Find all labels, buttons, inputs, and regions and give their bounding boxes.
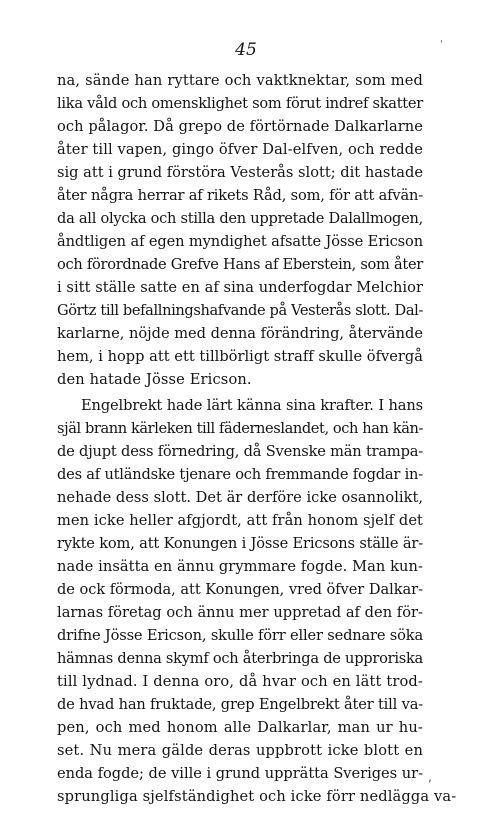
- text-line: drifne Jösse Ericson, skulle förr eller sednare söka: [57, 627, 423, 644]
- text-line: åter till vapen, gingo öfver Dal-elfven, och redde: [57, 141, 423, 158]
- text-line: åter några herrar af rikets Råd, som, för att afvän-: [57, 187, 423, 204]
- text-line: Görtz till befallningshafvande på Vesterås slott. Dal-: [57, 302, 423, 319]
- text-line: hämnas denna skymf och återbringa de upproriska: [57, 650, 423, 667]
- text-line: Engelbrekt hade lärt känna sina krafter. I hans: [81, 397, 423, 414]
- text-line: och pålagor. Då grepo de förtörnade Dalkarlarne: [57, 118, 423, 135]
- text-line: de ock förmoda, att Konungen, vred öfver Dalkar-: [57, 581, 423, 598]
- page-number: 45: [235, 40, 257, 60]
- paragraph: [57, 69, 423, 391]
- text-line: na, sände han ryttare och vaktknektar, som med: [57, 72, 423, 89]
- text-line: rykte kom, att Konungen i Jösse Ericsons ställe är-: [57, 535, 423, 552]
- print-speck: ': [440, 39, 443, 50]
- text-line: den hatade Jösse Ericson.: [57, 371, 252, 388]
- text-line: hem, i hopp att ett tillbörligt straff skulle öfvergå: [57, 348, 423, 365]
- text-line: larnas företag och ännu mer uppretad af den för-: [57, 604, 423, 621]
- text-line: lika våld och omensklighet som förut indref skatter: [57, 95, 423, 112]
- text-line: åndtligen af egen myndighet afsatte Jösse Ericson: [57, 233, 423, 250]
- text-line: sig att i grund förstöra Vesterås slott; dit hastade: [57, 164, 423, 181]
- text-line: i sitt ställe satte en af sina underfogdar Melchior: [57, 279, 423, 296]
- text-line: enda fogde; de ville i grund upprätta Sveriges ur-: [57, 765, 423, 782]
- text-line: nehade dess slott. Det är derföre icke osannolikt,: [57, 489, 423, 506]
- text-line: pen, och med honom alle Dalkarlar, man ur hu-: [57, 719, 423, 736]
- text-line: de djupt dess förnedring, då Svenske män trampa-: [57, 443, 423, 460]
- text-line: till lydnad. I denna oro, då hvar och en lätt trod-: [57, 673, 423, 690]
- text-line: sprungliga sjelfständighet och icke förr nedlägga va-: [57, 788, 457, 805]
- text-line: och förordnade Grefve Hans af Eberstein, som åter: [57, 256, 424, 273]
- text-line: karlarne, nöjde med denna förändring, återvände: [57, 325, 423, 342]
- print-speck: ,: [428, 770, 432, 784]
- text-line: de hvad han fruktade, grep Engelbrekt åter till va-: [57, 696, 423, 713]
- text-line: des af utländske tjenare och fremmande fogdar in-: [57, 466, 423, 483]
- paragraph: [57, 394, 457, 808]
- text-line: själ brann kärleken till fäderneslandet, och han kän-: [57, 420, 423, 437]
- text-line: set. Nu mera gälde deras uppbrott icke blott en: [57, 742, 423, 759]
- body-text: [57, 69, 457, 808]
- text-line: nade insätta en ännu grymmare fogde. Man kun-: [57, 558, 423, 575]
- text-line: da all olycka och stilla den uppretade Dalallmogen,: [57, 210, 423, 227]
- text-line: men icke heller afgjordt, att från honom sjelf det: [57, 512, 423, 529]
